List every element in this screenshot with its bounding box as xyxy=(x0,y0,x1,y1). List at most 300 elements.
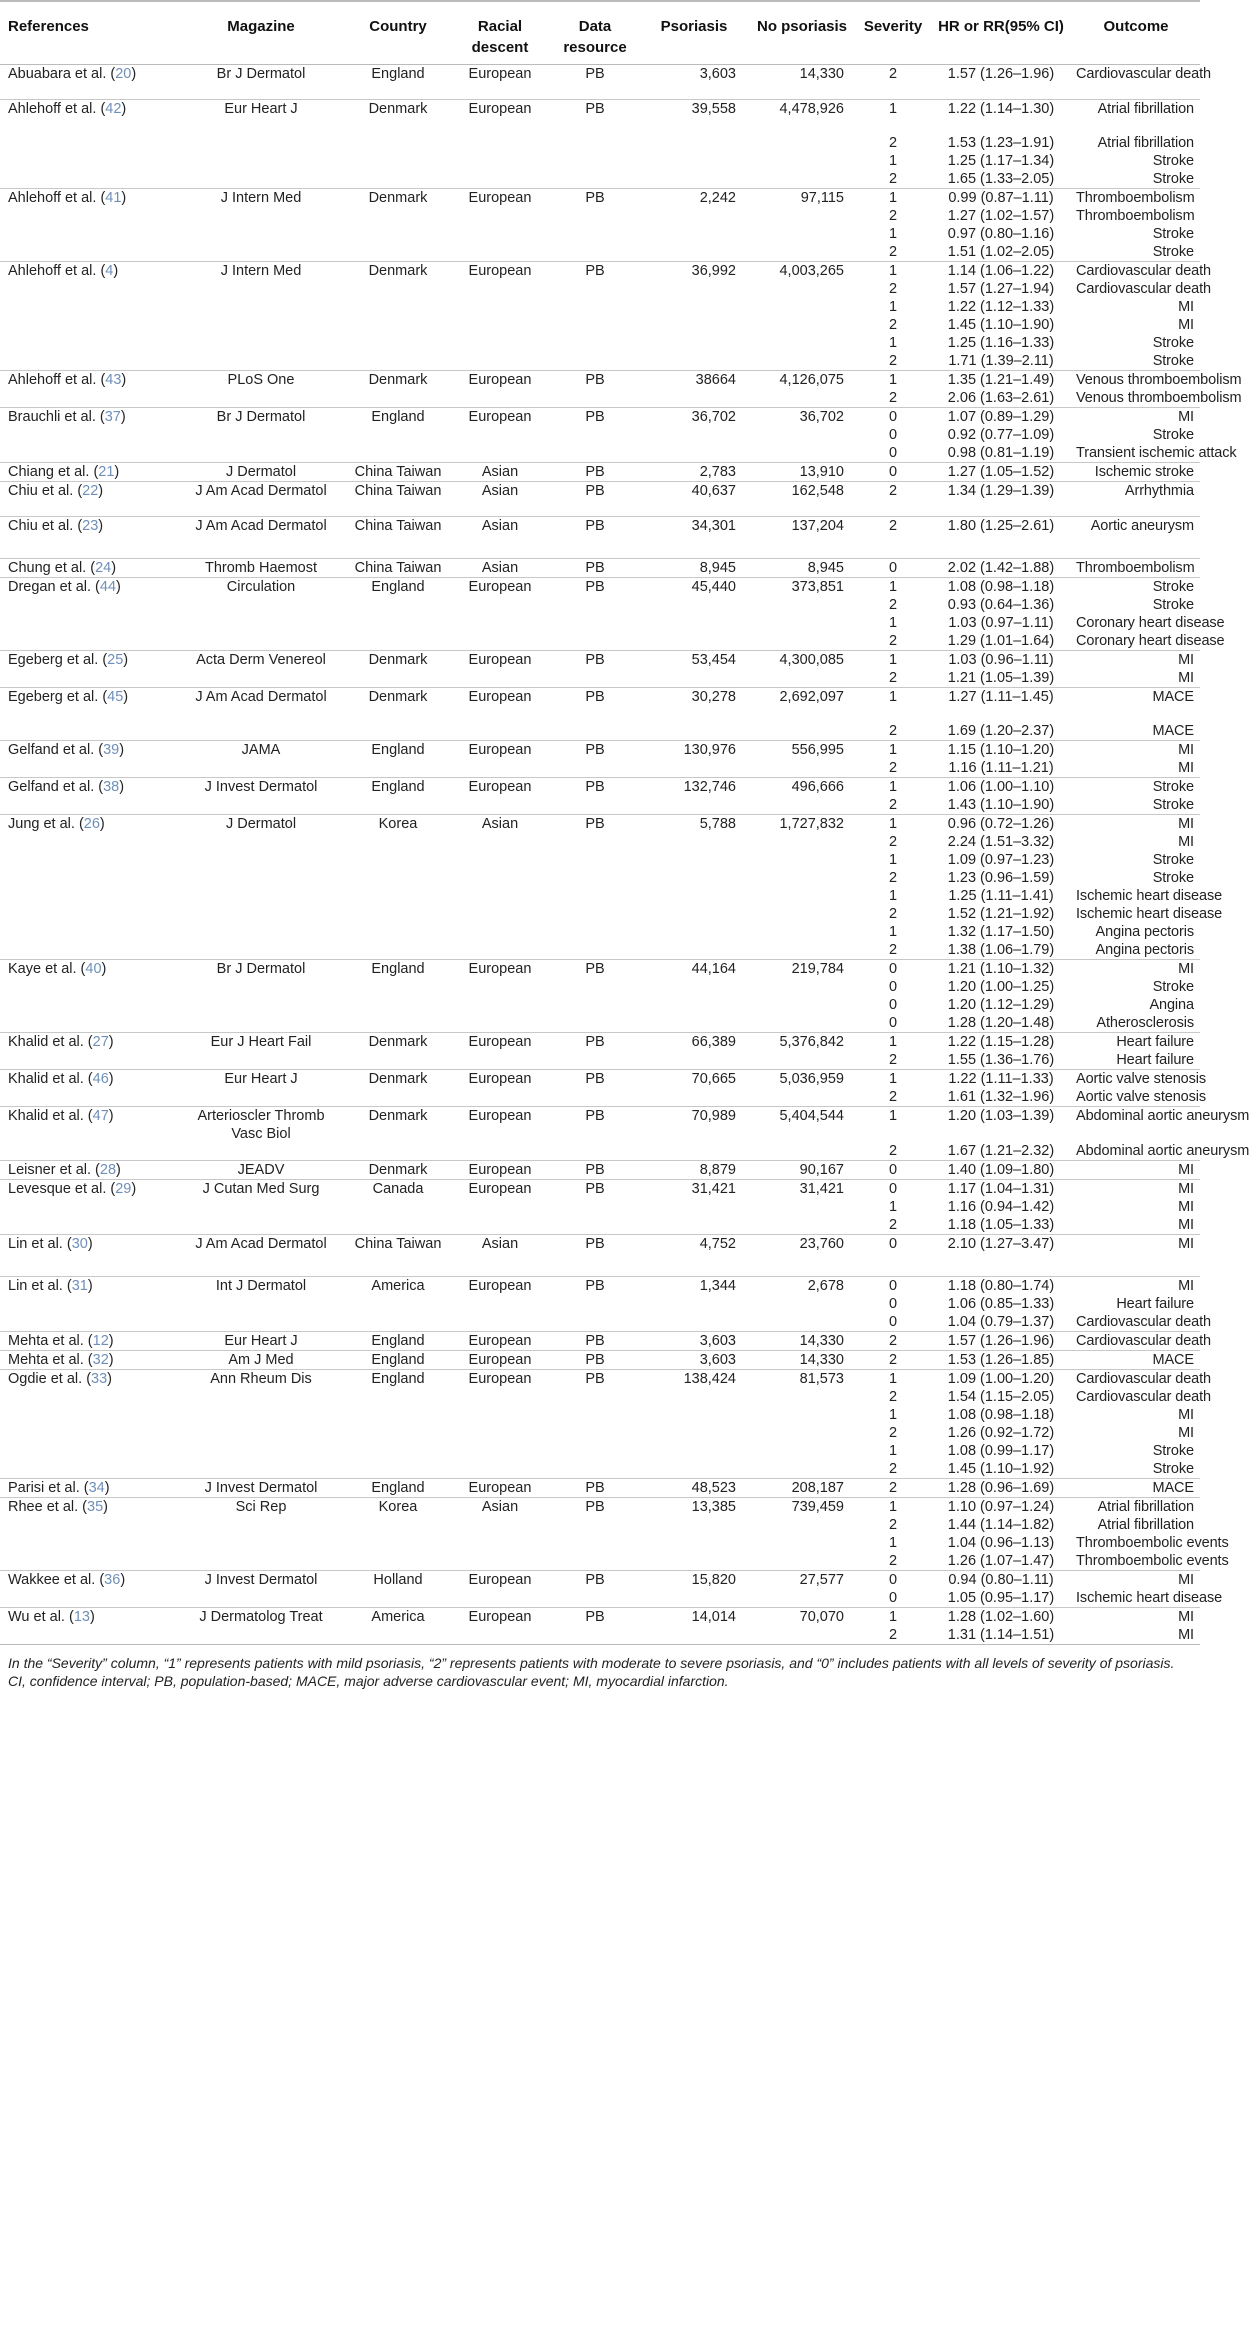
author-text: Leisner et al. xyxy=(8,1161,92,1178)
author-text: Parisi et al. xyxy=(8,1479,80,1496)
severity-cell: 2 xyxy=(856,1478,930,1497)
reference-cell: Parisi et al. (34) xyxy=(0,1478,176,1497)
table-row xyxy=(0,1369,1200,1388)
hr-ci-cell: 1.43 (1.10–1.90) xyxy=(947,797,1055,813)
race-cell: European xyxy=(450,100,550,189)
citation-link[interactable]: 25 xyxy=(107,651,124,668)
data-resource-cell: PB xyxy=(550,558,640,577)
hr-ci-cell: 1.53 (1.23–1.91) xyxy=(947,134,1055,151)
outcome-cell: MI xyxy=(1072,1607,1200,1626)
data-resource-cell: PB xyxy=(550,687,640,741)
data-resource-cell: PB xyxy=(550,407,640,462)
psoriasis-count-cell: 138,424 xyxy=(640,1369,748,1478)
outcome-cell: Thromboembolic events xyxy=(1076,1552,1229,1569)
outcome-cell: Ischemic heart disease xyxy=(1076,1589,1223,1606)
no-psoriasis-count-cell: 23,760 xyxy=(748,1234,856,1276)
outcome-cell: Stroke xyxy=(1152,1460,1194,1477)
author-text: Lin et al. xyxy=(8,1277,63,1294)
hr-ci-cell: 1.52 (1.21–1.92) xyxy=(947,906,1055,922)
hr-ci-cell: 1.57 (1.27–1.94) xyxy=(947,280,1055,297)
header-racial-descent: Racial descent xyxy=(450,1,550,65)
severity-cell: 1 xyxy=(856,1070,930,1089)
severity-cell: 1 xyxy=(856,1033,930,1052)
outcome-cell: Stroke xyxy=(1152,352,1194,369)
outcome-cell: Stroke xyxy=(1152,797,1194,813)
data-resource-cell: PB xyxy=(550,1570,640,1607)
hr-ci-cell: 1.51 (1.02–2.05) xyxy=(947,243,1055,260)
psoriasis-count-cell: 30,278 xyxy=(640,687,748,741)
hr-ci-cell: 1.71 (1.39–2.11) xyxy=(948,352,1054,369)
severity-cell: 2 xyxy=(888,834,898,850)
table-row xyxy=(0,741,1200,760)
citation-link[interactable]: 43 xyxy=(105,371,122,388)
no-psoriasis-count-cell: 2,692,097 xyxy=(748,687,856,741)
no-psoriasis-count-cell: 162,548 xyxy=(748,481,856,516)
race-cell: European xyxy=(450,407,550,462)
hr-ci-cell: 1.22 (1.14–1.30) xyxy=(930,100,1072,134)
outcome-cell: Atrial fibrillation xyxy=(1097,1516,1194,1533)
severity-cell: 1 xyxy=(856,687,930,708)
outcome-cell: Aortic valve stenosis xyxy=(1072,1070,1200,1089)
magazine-cell: J Dermatolog Treat xyxy=(176,1607,346,1644)
magazine-cell: J Dermatol xyxy=(176,462,346,481)
no-psoriasis-count-cell: 31,421 xyxy=(748,1179,856,1234)
no-psoriasis-count-cell: 739,459 xyxy=(748,1497,856,1570)
country-cell: Denmark xyxy=(346,1107,450,1161)
severity-cell: 2 xyxy=(888,243,898,260)
reference-cell: Ahlehoff et al. (41) xyxy=(0,188,176,261)
outcome-cell: Thromboembolic events xyxy=(1076,1534,1229,1551)
severity-cell: 1 xyxy=(856,261,930,280)
outcome-cell: Abdominal aortic aneurysm xyxy=(1076,1142,1249,1159)
author-text: Gelfand et al. xyxy=(8,742,95,758)
table-row xyxy=(0,370,1200,389)
author-text: Ahlehoff et al. xyxy=(8,371,97,388)
severity-cell: 0 xyxy=(856,1179,930,1198)
hr-ci-cell: 0.98 (0.81–1.19) xyxy=(947,444,1055,461)
data-resource-cell: PB xyxy=(550,1350,640,1369)
author-text: Ahlehoff et al. xyxy=(8,101,97,117)
hr-ci-cell: 1.23 (0.96–1.59) xyxy=(947,870,1055,886)
citation-link[interactable]: 31 xyxy=(71,1277,88,1294)
race-cell: European xyxy=(450,1070,550,1107)
country-cell: Denmark xyxy=(346,370,450,407)
reference-cell: Kaye et al. (40) xyxy=(0,960,176,1033)
citation-link[interactable]: 29 xyxy=(115,1180,132,1197)
severity-cell: 1 xyxy=(888,334,898,351)
citation-link[interactable]: 44 xyxy=(99,578,117,595)
psoriasis-count-cell: 5,788 xyxy=(640,815,748,960)
race-cell: European xyxy=(450,1570,550,1607)
author-text: Chiu et al. xyxy=(8,482,74,499)
author-text: Wakkee et al. xyxy=(8,1571,96,1588)
reference-cell: Jung et al. (26) xyxy=(0,815,176,960)
country-cell: England xyxy=(346,960,450,1033)
severity-cell: 2 xyxy=(888,66,898,82)
data-resource-cell: PB xyxy=(550,1276,640,1331)
magazine-cell: Eur Heart J xyxy=(176,1070,346,1107)
outcome-cell: Cardiovascular death xyxy=(1076,1313,1212,1330)
country-cell: Denmark xyxy=(346,650,450,687)
magazine-cell: J Am Acad Dermatol xyxy=(176,481,346,516)
citation-link[interactable]: 36 xyxy=(104,1571,121,1588)
race-cell: European xyxy=(450,1369,550,1478)
race-cell: Asian xyxy=(450,558,550,577)
outcome-cell: Cardiovascular death xyxy=(1072,261,1200,280)
table-row xyxy=(0,1497,1200,1516)
severity-cell: 2 xyxy=(888,389,898,406)
country-cell: England xyxy=(346,1331,450,1350)
outcome-cell: Heart failure xyxy=(1116,1052,1194,1068)
reference-cell: Chiu et al. (23) xyxy=(0,516,176,558)
table-row xyxy=(0,778,1200,797)
hr-ci-cell: 1.04 (0.96–1.13) xyxy=(947,1534,1055,1551)
reference-cell: Chung et al. (24) xyxy=(0,558,176,577)
outcome-cell: Abdominal aortic aneurysm xyxy=(1072,1107,1200,1128)
citation-link[interactable]: 42 xyxy=(105,101,122,117)
severity-cell: 0 xyxy=(856,558,930,577)
outcome-cell: MI xyxy=(1178,316,1194,333)
severity-cell: 2 xyxy=(888,1424,898,1441)
no-psoriasis-count-cell: 5,404,544 xyxy=(748,1107,856,1161)
outcome-cell: MI xyxy=(1178,760,1194,776)
outcome-cell: Coronary heart disease xyxy=(1076,614,1225,631)
reference-cell: Egeberg et al. (25) xyxy=(0,650,176,687)
citation-link[interactable]: 37 xyxy=(104,408,121,425)
psoriasis-count-cell: 66,389 xyxy=(640,1033,748,1070)
hr-ci-cell: 1.55 (1.36–1.76) xyxy=(947,1052,1055,1068)
outcome-cell: MI xyxy=(1072,1570,1200,1589)
data-resource-cell: PB xyxy=(550,577,640,650)
magazine-cell: Ann Rheum Dis xyxy=(176,1369,346,1478)
severity-cell: 2 xyxy=(888,1216,898,1233)
citation-link[interactable]: 26 xyxy=(83,816,100,832)
citation-link[interactable]: 22 xyxy=(82,482,99,499)
outcome-cell: Thromboembolism xyxy=(1076,207,1195,224)
country-cell: China Taiwan xyxy=(346,462,450,481)
severity-cell: 1 xyxy=(856,815,930,834)
severity-cell: 2 xyxy=(888,760,898,776)
race-cell: Asian xyxy=(450,516,550,558)
table-footnote: In the “Severity” column, “1” represents patients with mild psoriasis, “2” represents patients with moderate to severe psoriasis, and “0” includes patients with all levels of severity of psoriasis. CI, confidence interval; PB, population-based; MACE, major adverse cardiovascular event; MI, myocardial infarction. xyxy=(0,1644,1200,1690)
severity-cell: 0 xyxy=(888,979,898,995)
hr-ci-cell: 1.22 (1.12–1.33) xyxy=(947,298,1055,315)
data-resource-cell: PB xyxy=(550,261,640,370)
severity-cell: 2 xyxy=(888,1460,898,1477)
severity-cell: 2 xyxy=(888,170,898,187)
table-row xyxy=(0,1570,1200,1589)
table-row xyxy=(0,577,1200,596)
citation-link[interactable]: 24 xyxy=(95,559,112,576)
citation-link[interactable]: 13 xyxy=(73,1608,90,1625)
no-psoriasis-count-cell: 14,330 xyxy=(748,1331,856,1350)
psoriasis-count-cell: 48,523 xyxy=(640,1478,748,1497)
severity-cell: 2 xyxy=(888,797,898,813)
hr-ci-cell: 1.14 (1.06–1.22) xyxy=(930,261,1072,280)
outcome-cell: Stroke xyxy=(1152,979,1194,995)
outcome-cell: Stroke xyxy=(1152,334,1194,351)
race-cell: European xyxy=(450,1350,550,1369)
outcome-cell: Angina xyxy=(1149,997,1194,1013)
hr-ci-cell: 1.08 (0.98–1.18) xyxy=(930,577,1072,596)
citation-link[interactable]: 12 xyxy=(92,1332,109,1349)
header-references: References xyxy=(0,1,176,65)
no-psoriasis-count-cell: 208,187 xyxy=(748,1478,856,1497)
severity-cell: 1 xyxy=(856,1369,930,1388)
hr-ci-cell: 1.10 (0.97–1.24) xyxy=(930,1497,1072,1516)
hr-ci-cell: 1.54 (1.15–2.05) xyxy=(947,1388,1055,1405)
table-body xyxy=(0,65,1249,1645)
magazine-cell: J Intern Med xyxy=(176,261,346,370)
citation-link[interactable]: 33 xyxy=(91,1370,108,1387)
table-row xyxy=(0,100,1200,134)
severity-cell: 1 xyxy=(888,225,898,242)
magazine-cell: J Am Acad Dermatol xyxy=(176,1234,346,1276)
hr-ci-cell: 1.44 (1.14–1.82) xyxy=(947,1516,1055,1533)
citation-link[interactable]: 38 xyxy=(103,779,120,795)
no-psoriasis-count-cell: 4,478,926 xyxy=(748,100,856,189)
reference-cell: Abuabara et al. (20) xyxy=(8,66,137,82)
severity-cell: 1 xyxy=(888,614,898,631)
hr-ci-cell: 1.65 (1.33–2.05) xyxy=(947,170,1055,187)
country-cell: Canada xyxy=(346,1179,450,1234)
severity-cell: 2 xyxy=(888,316,898,333)
citation-link[interactable]: 30 xyxy=(71,1235,88,1252)
hr-ci-cell: 1.26 (1.07–1.47) xyxy=(947,1552,1055,1569)
outcome-cell: MI xyxy=(1178,669,1194,686)
psoriasis-count-cell: 13,385 xyxy=(640,1497,748,1570)
citation-link[interactable]: 32 xyxy=(92,1351,109,1368)
severity-cell: 1 xyxy=(856,370,930,389)
author-text: Khalid et al. xyxy=(8,1108,84,1124)
hr-ci-cell: 1.21 (1.10–1.32) xyxy=(930,960,1072,979)
reference-cell: Ogdie et al. (33) xyxy=(0,1369,176,1478)
hr-ci-cell: 1.25 (1.11–1.41) xyxy=(948,888,1054,904)
severity-cell: 2 xyxy=(888,942,898,958)
data-resource-cell: PB xyxy=(550,100,640,189)
reference-cell: Dregan et al. (44) xyxy=(0,577,176,650)
outcome-cell: Ischemic stroke xyxy=(1072,462,1200,481)
severity-cell: 1 xyxy=(856,778,930,797)
citation-link[interactable]: 28 xyxy=(99,1161,117,1178)
hr-ci-cell: 1.16 (0.94–1.42) xyxy=(947,1198,1055,1215)
outcome-cell: Transient ischemic attack xyxy=(1076,444,1237,461)
race-cell: Asian xyxy=(450,462,550,481)
outcome-cell: Heart failure xyxy=(1072,1033,1200,1052)
psoriasis-count-cell: 39,558 xyxy=(640,100,748,189)
race-cell: European xyxy=(468,66,532,82)
magazine-cell: J Am Acad Dermatol xyxy=(176,516,346,558)
outcome-cell: Angina pectoris xyxy=(1095,942,1194,958)
hr-ci-cell: 1.38 (1.06–1.79) xyxy=(947,942,1055,958)
outcome-cell: Venous thromboembolism xyxy=(1076,389,1242,406)
table-row xyxy=(0,1234,1200,1276)
data-resource-cell: PB xyxy=(550,370,640,407)
country-cell: England xyxy=(346,741,450,778)
outcome-cell: MI xyxy=(1072,650,1200,669)
table-row xyxy=(0,558,1200,577)
author-text: Kaye et al. xyxy=(8,961,77,977)
magazine-cell: Int J Dermatol xyxy=(176,1276,346,1331)
data-resource-cell: PB xyxy=(550,1478,640,1497)
reference-cell: Khalid et al. (46) xyxy=(0,1070,176,1107)
race-cell: European xyxy=(450,1107,550,1161)
citation-link[interactable]: 39 xyxy=(103,742,120,758)
citation-link[interactable]: 34 xyxy=(88,1479,105,1496)
severity-cell: 0 xyxy=(856,1234,930,1276)
table-row xyxy=(0,1033,1200,1052)
citation-link[interactable]: 21 xyxy=(98,463,115,480)
hr-ci-cell: 1.03 (0.97–1.11) xyxy=(948,614,1054,631)
outcome-cell: Stroke xyxy=(1152,152,1194,169)
psoriasis-count-cell: 8,945 xyxy=(640,558,748,577)
severity-cell: 2 xyxy=(888,870,898,886)
reference-cell: Rhee et al. (35) xyxy=(0,1497,176,1570)
data-resource-cell: PB xyxy=(550,1234,640,1276)
citation-link[interactable]: 45 xyxy=(107,688,124,705)
hr-ci-cell: 1.26 (0.92–1.72) xyxy=(947,1424,1055,1441)
magazine-cell: J Intern Med xyxy=(176,188,346,261)
severity-cell: 2 xyxy=(888,1552,898,1569)
data-resource-cell: PB xyxy=(550,1107,640,1161)
severity-cell: 2 xyxy=(888,906,898,922)
citation-link[interactable]: 27 xyxy=(92,1034,109,1050)
magazine-cell: Acta Derm Venereol xyxy=(176,650,346,687)
author-text: Egeberg et al. xyxy=(8,651,99,668)
table-row xyxy=(0,65,1200,100)
country-cell: England xyxy=(346,577,450,650)
psoriasis-count-cell: 130,976 xyxy=(640,741,748,778)
hr-ci-cell: 1.45 (1.10–1.90) xyxy=(947,316,1055,333)
hr-ci-cell: 1.57 (1.26–1.96) xyxy=(930,1331,1072,1350)
psoriasis-count-cell: 53,454 xyxy=(640,650,748,687)
citation-link[interactable]: 41 xyxy=(105,189,122,206)
country-cell: China Taiwan xyxy=(346,558,450,577)
hr-ci-cell: 1.20 (1.12–1.29) xyxy=(947,997,1055,1013)
citation-link[interactable]: 23 xyxy=(82,517,99,534)
table-row xyxy=(0,1107,1200,1128)
author-text: Lin et al. xyxy=(8,1235,63,1252)
author-text: Wu et al. xyxy=(8,1608,65,1625)
hr-ci-cell: 2.02 (1.42–1.88) xyxy=(930,558,1072,577)
table-row xyxy=(0,1276,1200,1295)
psoriasis-count-cell: 15,820 xyxy=(640,1570,748,1607)
severity-cell: 1 xyxy=(888,1534,898,1551)
severity-cell: 0 xyxy=(856,407,930,426)
no-psoriasis-count-cell: 496,666 xyxy=(748,778,856,815)
severity-cell: 2 xyxy=(856,1350,930,1369)
severity-cell: 0 xyxy=(888,1295,898,1312)
outcome-cell: MI xyxy=(1072,1276,1200,1295)
country-cell: England xyxy=(346,1478,450,1497)
outcome-cell: Stroke xyxy=(1152,1442,1194,1459)
country-cell: China Taiwan xyxy=(346,516,450,558)
outcome-cell: Aortic valve stenosis xyxy=(1076,1089,1207,1105)
author-text: Chiu et al. xyxy=(8,517,74,534)
race-cell: European xyxy=(450,188,550,261)
country-cell: Denmark xyxy=(346,100,450,189)
outcome-cell: Cardiovascular death xyxy=(1072,1331,1200,1350)
magazine-cell: Br J Dermatol xyxy=(176,960,346,1033)
hr-ci-cell: 1.18 (1.05–1.33) xyxy=(947,1216,1055,1233)
hr-ci-cell: 1.15 (1.10–1.20) xyxy=(930,741,1072,760)
severity-cell: 0 xyxy=(856,1160,930,1179)
psoriasis-count-cell: 8,879 xyxy=(640,1160,748,1179)
severity-cell: 2 xyxy=(856,1331,930,1350)
reference-cell: Ahlehoff et al. (42) xyxy=(0,100,176,189)
hr-ci-cell: 0.99 (0.87–1.11) xyxy=(930,188,1072,207)
table-row xyxy=(0,1331,1200,1350)
reference-cell: Wu et al. (13) xyxy=(0,1607,176,1644)
author-text: Chung et al. xyxy=(8,559,87,576)
outcome-cell: Ischemic heart disease xyxy=(1076,888,1223,904)
outcome-cell: Cardiovascular death xyxy=(1076,66,1212,82)
outcome-cell: MI xyxy=(1072,815,1200,834)
table-row xyxy=(0,1160,1200,1179)
outcome-cell: MI xyxy=(1178,298,1194,315)
race-cell: Asian xyxy=(450,1497,550,1570)
country-cell: America xyxy=(346,1607,450,1644)
psoriasis-count-cell: 31,421 xyxy=(640,1179,748,1234)
citation-link[interactable]: 47 xyxy=(92,1108,109,1124)
race-cell: European xyxy=(450,1607,550,1644)
hr-ci-cell: 1.27 (1.11–1.45) xyxy=(930,687,1072,708)
citation-link[interactable]: 4 xyxy=(105,262,114,279)
outcome-cell: MACE xyxy=(1072,1478,1200,1497)
reference-cell: Ahlehoff et al. (43) xyxy=(0,370,176,407)
psoriasis-count-cell: 1,344 xyxy=(640,1276,748,1331)
author-text: Rhee et al. xyxy=(8,1498,79,1515)
author-text: Khalid et al. xyxy=(8,1034,84,1050)
citation-link[interactable]: 46 xyxy=(92,1071,109,1087)
country-cell: America xyxy=(346,1276,450,1331)
citation-link[interactable]: 20 xyxy=(115,66,132,82)
reference-cell: Lin et al. (30) xyxy=(0,1234,176,1276)
outcome-cell: MI xyxy=(1072,1626,1200,1645)
outcome-cell: Stroke xyxy=(1152,225,1194,242)
citation-link[interactable]: 35 xyxy=(87,1498,104,1515)
no-psoriasis-count-cell: 13,910 xyxy=(748,462,856,481)
author-text: Mehta et al. xyxy=(8,1332,84,1349)
race-cell: European xyxy=(450,687,550,741)
reference-cell: Chiu et al. (22) xyxy=(0,481,176,516)
outcome-cell: Stroke xyxy=(1152,243,1194,260)
hr-ci-cell: 1.57 (1.26–1.96) xyxy=(947,66,1055,82)
author-text: Khalid et al. xyxy=(8,1071,84,1087)
country-cell: Denmark xyxy=(346,1070,450,1107)
table-row xyxy=(0,261,1200,280)
severity-cell: 0 xyxy=(856,462,930,481)
psoriasis-count-cell: 2,242 xyxy=(640,188,748,261)
hr-ci-cell: 2.10 (1.27–3.47) xyxy=(930,1234,1072,1276)
severity-cell: 2 xyxy=(888,1388,898,1405)
severity-cell: 0 xyxy=(888,1015,898,1031)
race-cell: European xyxy=(450,778,550,815)
hr-ci-cell: 1.32 (1.17–1.50) xyxy=(947,924,1055,940)
hr-ci-cell: 1.28 (0.96–1.69) xyxy=(930,1478,1072,1497)
citation-link[interactable]: 40 xyxy=(85,961,102,977)
hr-ci-cell: 2.06 (1.63–2.61) xyxy=(947,389,1055,406)
outcome-cell: Thromboembolism xyxy=(1072,558,1200,577)
author-text: Ahlehoff et al. xyxy=(8,189,97,206)
severity-cell: 2 xyxy=(888,723,898,739)
data-resource-cell: PB xyxy=(550,960,640,1033)
outcome-cell: MACE xyxy=(1072,687,1200,708)
psoriasis-count-cell: 132,746 xyxy=(640,778,748,815)
outcome-cell: Atrial fibrillation xyxy=(1072,1497,1200,1516)
hr-ci-cell: 1.20 (1.00–1.25) xyxy=(947,979,1055,995)
magazine-cell: J Invest Dermatol xyxy=(176,1478,346,1497)
